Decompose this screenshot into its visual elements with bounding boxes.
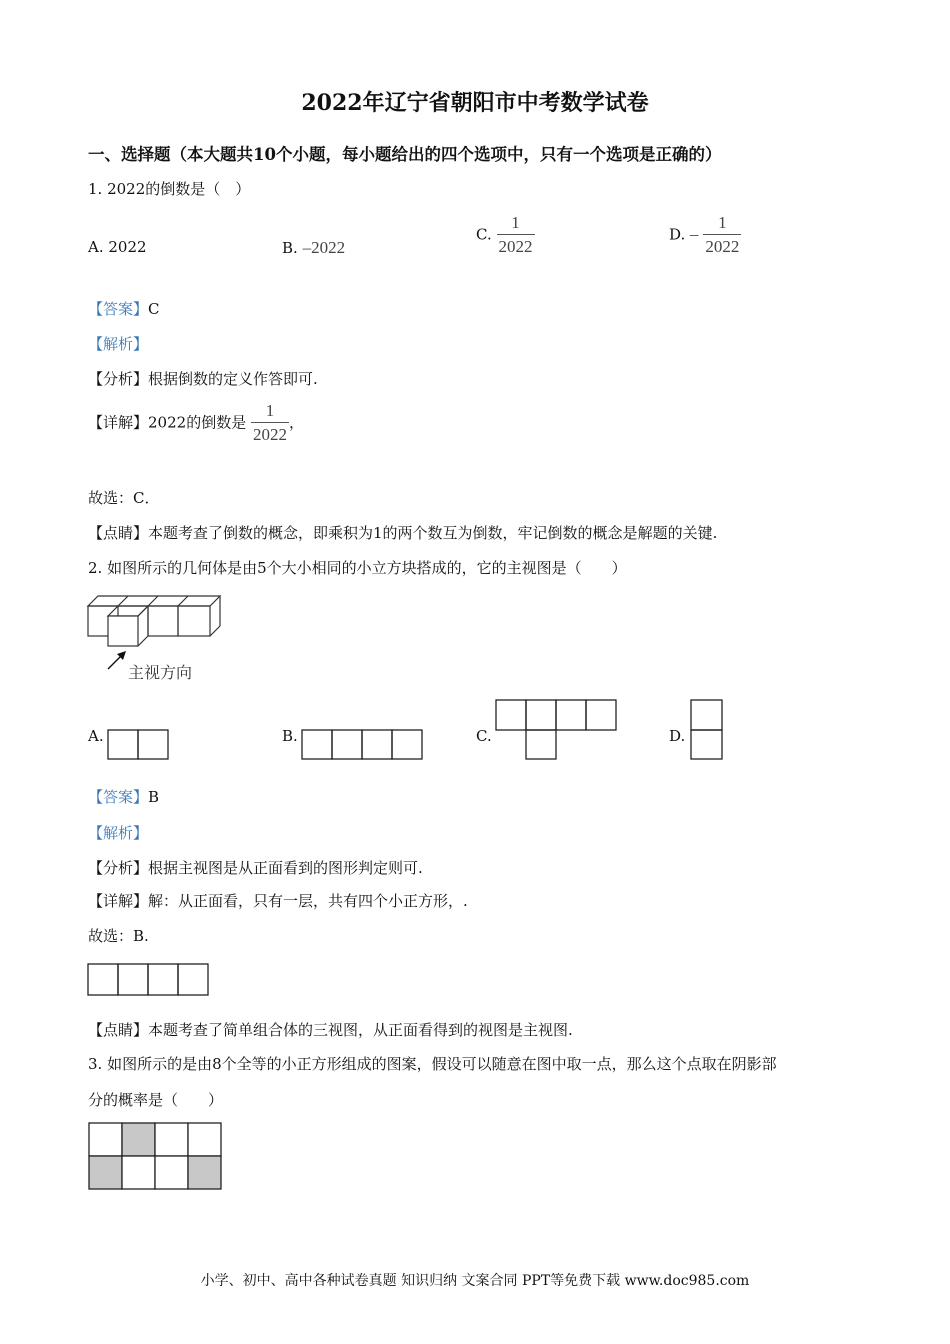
answer-value: B bbox=[148, 788, 160, 806]
detail-tag: 【详解】 bbox=[88, 892, 149, 910]
q1-option-c bbox=[476, 212, 535, 259]
fraction-denominator: 2022 bbox=[251, 422, 289, 447]
q2-choose: 故选：B. bbox=[88, 927, 149, 945]
q2-fenxi bbox=[88, 857, 423, 878]
q2-option-c-label: C. bbox=[476, 727, 492, 745]
option-label: D. bbox=[669, 225, 686, 244]
answer-value: C bbox=[148, 300, 160, 318]
detail-tag: 【详解】 bbox=[88, 413, 149, 432]
q1-option-b bbox=[282, 238, 345, 258]
q1-analysis-tag: 【解析】 bbox=[88, 335, 149, 353]
option-label: C. bbox=[476, 225, 492, 244]
page-footer: 小学、初中、高中各种试卷真题 知识归纳 文案合同 PPT等免费下载 www.doc985.com bbox=[200, 1273, 750, 1289]
fraction-numerator: 1 bbox=[511, 213, 520, 232]
fraction-numerator: 1 bbox=[265, 401, 275, 420]
fraction bbox=[251, 400, 289, 447]
q1-fenxi bbox=[88, 368, 318, 389]
q3-stem-line1: 3. 如图所示的是由8个全等的小正方形组成的图案，假设可以随意在图中取一点，那么这个点取在阴影部 bbox=[88, 1055, 777, 1073]
q2-comment bbox=[88, 1019, 573, 1040]
q2-option-d-figure bbox=[690, 699, 724, 761]
q2-option-a-label: A. bbox=[88, 727, 104, 745]
fraction-numerator: 1 bbox=[718, 213, 727, 232]
q1-answer bbox=[88, 298, 160, 319]
q2-option-b-figure bbox=[301, 729, 425, 761]
q2-analysis-tag: 【解析】 bbox=[88, 824, 149, 842]
q1-option-d bbox=[669, 212, 741, 259]
detail-text: 解：从正面看，只有一层，共有四个小正方形，. bbox=[148, 892, 468, 910]
fenxi-text: 根据倒数的定义作答即可. bbox=[148, 370, 318, 388]
detail-text: 2022的倒数是 bbox=[148, 413, 247, 432]
q2-option-c-figure bbox=[495, 699, 619, 761]
option-value: 2022 bbox=[108, 238, 147, 256]
q2-solution-figure bbox=[87, 963, 211, 997]
q2-option-a-figure bbox=[107, 729, 171, 761]
section-heading: 一、选择题（本大题共10个小题，每小题给出的四个选项中，只有一个选项是正确的） bbox=[88, 145, 722, 164]
q1-comment bbox=[88, 522, 717, 543]
q3-stem-line2: 分的概率是（ ） bbox=[88, 1091, 224, 1109]
comment-text: 本题考查了简单组合体的三视图，从正面看得到的视图是主视图. bbox=[148, 1021, 573, 1039]
q2-option-b-label: B. bbox=[282, 727, 298, 745]
option-label: A. bbox=[88, 238, 104, 256]
answer-tag: 【答案】 bbox=[88, 300, 149, 318]
comment-text: 本题考查了倒数的概念，即乘积为1的两个数互为倒数，牢记倒数的概念是解题的关键. bbox=[148, 524, 718, 542]
q2-stem: 2. 如图所示的几何体是由5个大小相同的小立方块搭成的，它的主视图是（ ） bbox=[88, 559, 627, 577]
q2-option-d-label: D. bbox=[669, 727, 686, 745]
minus-sign: – bbox=[690, 224, 699, 244]
fenxi-text: 根据主视图是从正面看到的图形判定则可. bbox=[148, 859, 423, 877]
fraction bbox=[497, 212, 535, 259]
q2-detail bbox=[88, 890, 468, 911]
option-label: B. bbox=[282, 239, 298, 257]
fraction-denominator: 2022 bbox=[703, 234, 741, 259]
fraction-denominator: 2022 bbox=[497, 234, 535, 259]
fraction bbox=[703, 212, 741, 259]
q2-answer bbox=[88, 786, 159, 807]
fenxi-tag: 【分析】 bbox=[88, 370, 149, 388]
comment-tag: 【点睛】 bbox=[88, 1021, 149, 1039]
q3-grid-figure bbox=[88, 1122, 224, 1192]
figure-caption: 主视方向 bbox=[128, 663, 193, 682]
q1-detail bbox=[88, 400, 304, 447]
fenxi-tag: 【分析】 bbox=[88, 859, 149, 877]
q1-choose: 故选：C． bbox=[88, 489, 160, 507]
option-value: –2022 bbox=[302, 238, 346, 257]
page-title: 2022年辽宁省朝阳市中考数学试卷 bbox=[301, 90, 649, 116]
detail-tail: ， bbox=[288, 413, 304, 432]
answer-tag: 【答案】 bbox=[88, 788, 149, 806]
q1-stem: 1. 2022的倒数是（ ） bbox=[88, 180, 251, 198]
comment-tag: 【点睛】 bbox=[88, 524, 149, 542]
q1-option-a bbox=[88, 238, 147, 256]
